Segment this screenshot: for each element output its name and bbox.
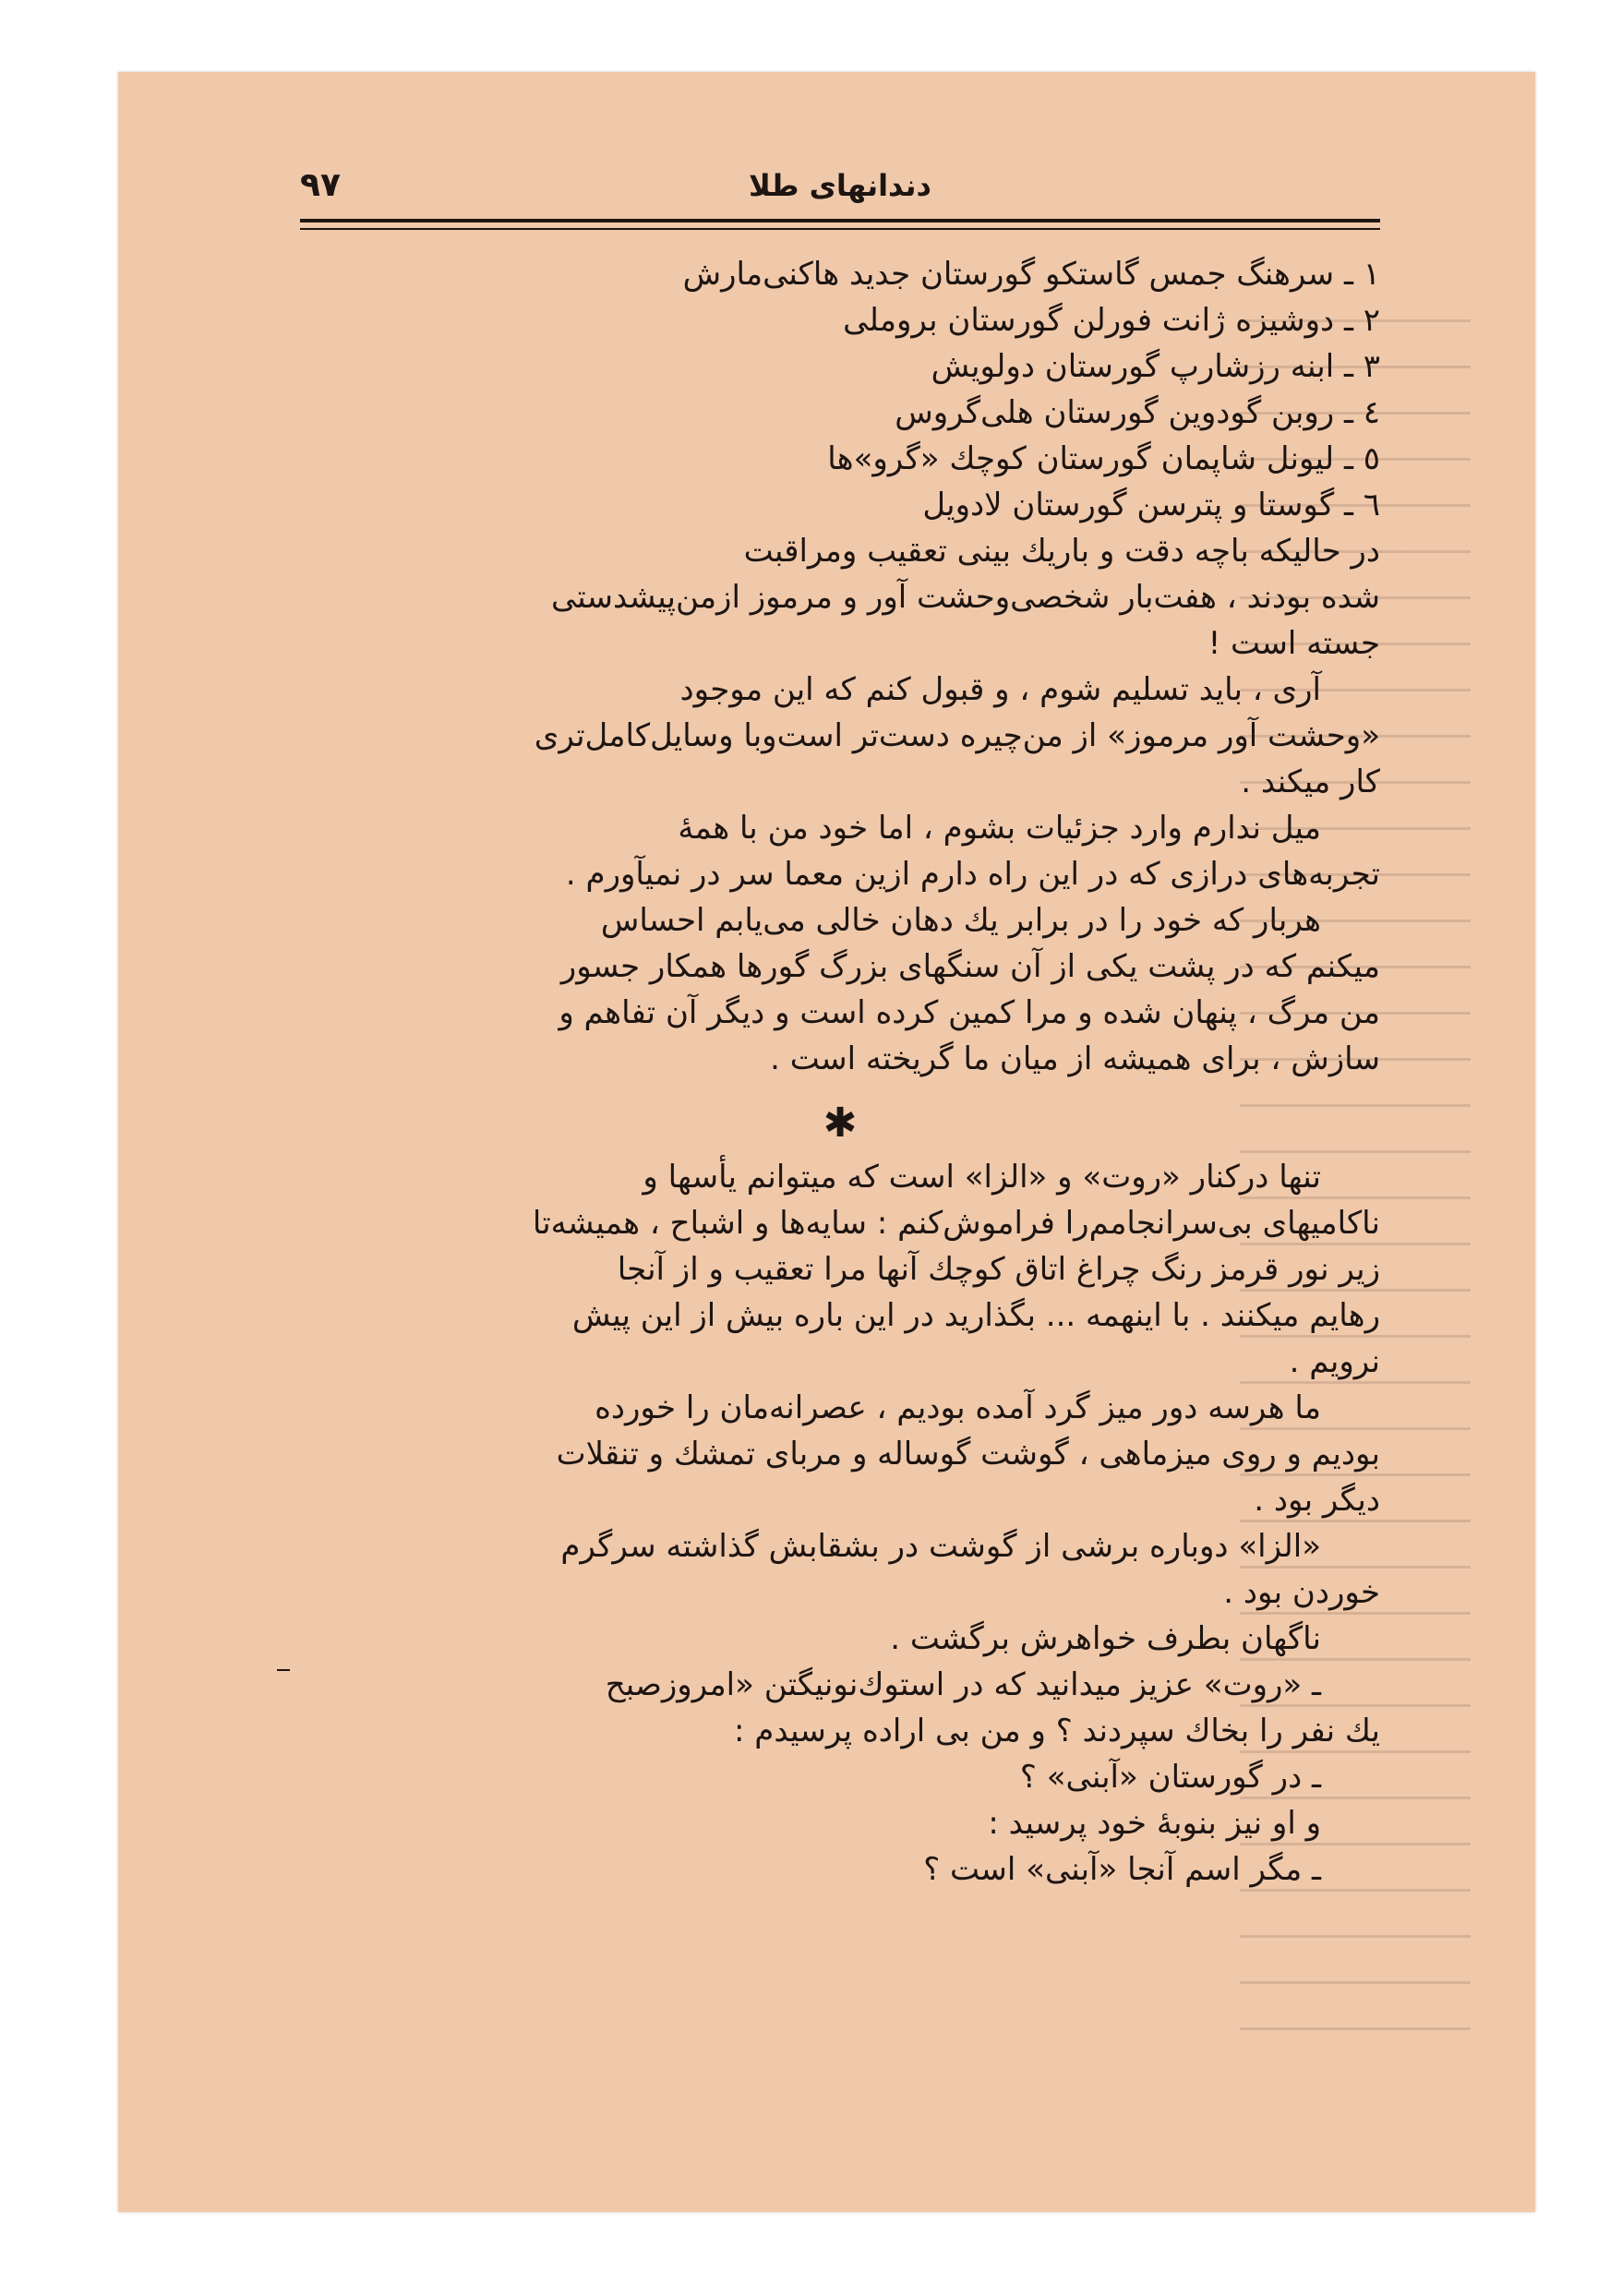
text-line: میل ندارم وارد جزئیات بشوم ، اما خود من با همهٔ (678, 810, 1321, 847)
text-line: میکنم که در پشت یکی از آن سنگهای بزرگ گورها همکار جسور (560, 948, 1380, 985)
text-line: زیر نور قرمز رنگ چراغ اتاق کوچك آنها مرا تعقیب و از آنجا (617, 1251, 1380, 1288)
text-line: ۱ ـ سرهنگ جمس گاستکو گورستان جدید هاکنی‌مارش (682, 256, 1380, 293)
text-line: خوردن بود . (1223, 1574, 1380, 1611)
text-line: ناگهان بطرف خواهرش برگشت . (890, 1620, 1321, 1657)
text-line: ـ «روت» عزیز میدانید که در استوك‌نونیگتن «امروزصبح (605, 1666, 1321, 1703)
text-line: ـ در گورستان «آبنی» ؟ (1019, 1759, 1321, 1796)
text-line: شده بودند ، هفت‌بار شخصی‌وحشت آور و مرموز ازمن‌پیشدستی (550, 579, 1380, 616)
text-line: رهایم میکنند . با اینهمه ... بگذارید در این باره بیش از این پیش (571, 1297, 1380, 1334)
text-line: دیگر بود . (1254, 1482, 1380, 1519)
text-line: ٤ ـ روبن گودوین گورستان هلی‌گروس (895, 394, 1380, 431)
text-line: یك نفر را بخاك سپردند ؟ و من بی اراده پرسیدم : (734, 1713, 1380, 1749)
margin-mark (277, 1669, 290, 1671)
text-line: ـ مگر اسم آنجا «آبنی» است ؟ (923, 1851, 1321, 1888)
text-line: هربار که خود را در برابر یك دهان خالی می‌یابم احساس (600, 902, 1321, 939)
text-line: ۲ ـ دوشیزه ژانت فورلن گورستان بروملی (843, 302, 1380, 339)
text-line: کار میکند . (1241, 763, 1380, 800)
text-line: در حالیکه باچه دقت و باریك بینی تعقیب ومراقبت (743, 533, 1380, 570)
text-line: بودیم و روی میزماهی ، گوشت گوساله و مربای تمشك و تنقلات (556, 1436, 1380, 1473)
section-separator-asterisk: ✱ (823, 1100, 858, 1147)
text-line: ٦ ـ گوستا و پترسن گورستان لادویل (922, 487, 1380, 523)
text-line: نرویم . (1289, 1343, 1380, 1380)
text-line: جسته است ! (1208, 625, 1380, 662)
page-number: ۹۷ (300, 166, 341, 204)
text-line: ناکامیهای بی‌سرانجامم‌را فراموش‌کنم : سایه‌ها و اشباح ، همیشه‌تا (532, 1205, 1380, 1242)
header-rule-thick (300, 219, 1380, 222)
text-line: ما هرسه دور میز گرد آمده بودیم ، عصرانه‌مان را خورده (595, 1389, 1321, 1426)
text-line: «الزا» دوباره برشی از گوشت در بشقابش گذاشته سرگرم (560, 1528, 1321, 1565)
page-header (300, 166, 1380, 222)
text-line: سازش ، برای همیشه از میان ما گریخته است . (770, 1040, 1380, 1077)
text-line: تنها درکنار «روت» و «الزا» است که میتوانم یأسها و (643, 1159, 1321, 1196)
running-title: دندانهای طلا (749, 168, 931, 203)
text-line: ٥ ـ لیونل شاپمان گورستان کوچك «گرو»ها (827, 440, 1380, 477)
text-line: و او نیز بنوبهٔ خود پرسید : (988, 1805, 1321, 1842)
body-text (300, 251, 1380, 1893)
text-line: آری ، باید تسلیم شوم ، و قبول کنم که این موجود (679, 671, 1321, 708)
header-rule-thin (300, 228, 1380, 230)
text-line: ۳ ـ ابنه رزشارپ گورستان دولویش (931, 348, 1380, 385)
text-line: من مرگ ، پنهان شده و مرا کمین کرده است و دیگر آن تفاهم و (559, 994, 1380, 1031)
text-line: «وحشت آور مرموز» از من‌چیره دست‌تر است‌وبا وسایل‌کامل‌تری (534, 717, 1380, 754)
text-line: تجربه‌های درازی که در این راه دارم ازین معما سر در نمیآورم . (565, 856, 1380, 893)
